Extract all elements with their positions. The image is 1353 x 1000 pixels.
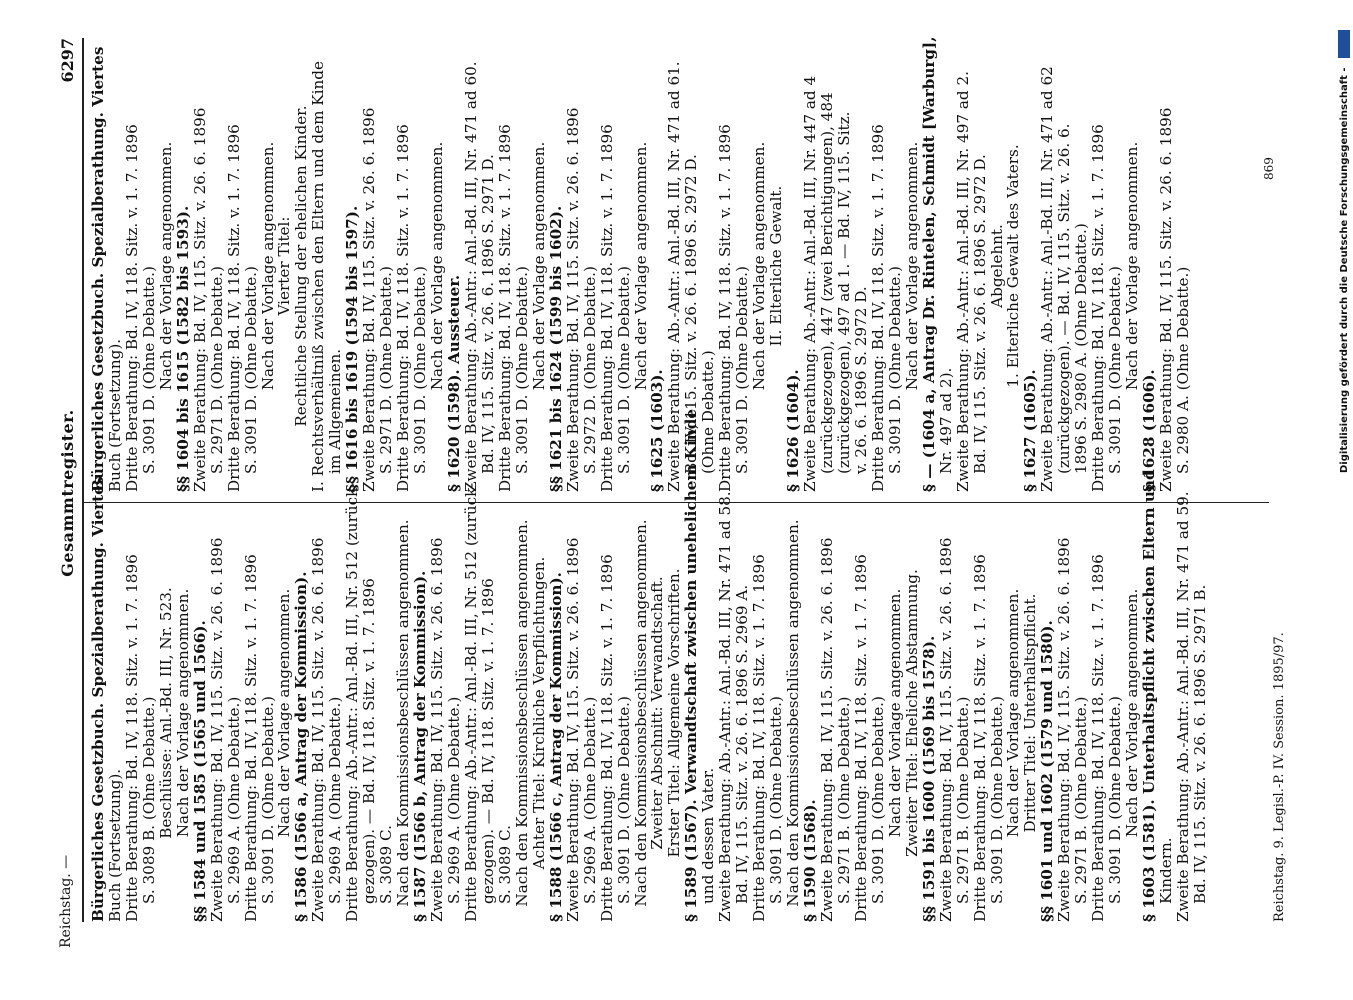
entry-line: S. 3091 D. (Ohne Debatte.) [767,696,786,904]
entry-line: Zweiter Abschnitt: Verwandtschaft. [648,576,667,850]
entry-line: S. 3091 D. (Ohne Debatte.) [614,696,633,904]
entry-line: Kindern. [1157,837,1176,904]
entry-line: Nach der Vorlage angenommen. [1004,588,1023,838]
entry-line: Dritte Berathung: Bd. IV, 118. Sitz. v. 1. 7. 1896 [716,124,735,492]
entry-line: Zweite Berathung: Ab.-Antr.: Anl.-Bd. III, Nr. 471 ad 62 [1038,66,1057,492]
entry-line: §§ 1616 bis 1619 (1594 bis 1597). [343,205,362,492]
entry-line: Bd. IV, 115. Sitz. v. 26. 6. 1896 S. 2971 B. [1190,584,1209,904]
page-number-top: 6297 [58,38,77,83]
entry-line: § 1603 (1581). Unterhaltspflicht zwischen Eltern und [1140,469,1159,922]
entry-line: Dritte Berathung: Bd. IV, 118. Sitz. v. 1. 7. 1896 [224,124,243,492]
entry-line: § 1590 (1568). [801,799,820,922]
entry-line: §§ 1604 bis 1615 (1582 bis 1593). [173,205,192,492]
entry-line: Dritte Berathung: Bd. IV, 118. Sitz. v. 1. 7. 1896 [394,124,413,492]
entry-line: S. 2971 D. (Ohne Debatte.) [377,266,396,474]
entry-line: S. 2969 A. (Ohne Debatte.) [445,696,464,904]
page-header [58,38,78,948]
entry-line: § 1627 (1605). [1021,369,1040,492]
entry-line: §§ 1591 bis 1600 (1569 bis 1578). [919,635,938,922]
entry-line: Zweite Berathung: Ab.-Antr.: Anl.-Bd. III, Nr. 447 ad 4 [801,75,820,492]
entry-line: Nach der Vorlage angenommen. [156,141,175,391]
entry-line: S. 3091 D. (Ohne Debatte.) [1106,696,1125,904]
sheet-number: 869 [1262,157,1276,180]
entry-line: gezogen). — Bd. IV, 118. Sitz. v. 1. 7. 1896 [478,578,497,904]
entry-line: Dritte Berathung: Ab.-Antr.: Anl.-Bd. III, Nr. 512 (zurück- [461,482,480,922]
dfg-logo-icon [1338,30,1350,58]
entry-line: Dritte Berathung: Bd. IV, 118. Sitz. v. 1. 7. 1896 [1089,554,1108,922]
entry-line: Nach der Vorlage angenommen. [885,588,904,838]
entry-line: Erster Titel: Allgemeine Vorschriften. [665,568,684,858]
stamp-text: Digitalisierung gefördert durch die Deutsche Forschungsgemeinschaft - [1339,67,1350,473]
entry-line: Nr. 497 ad 2). [936,367,955,474]
entry-line: gezogen). — Bd. IV, 118. Sitz. v. 1. 7. 1896 [360,578,379,904]
entry-line: Dritte Berathung: Bd. IV, 118. Sitz. v. 1. 7. 1896 [750,554,769,922]
entry-line: Dritte Berathung: Ab.-Antr.: Anl.-Bd. III, Nr. 512 (zurück- [343,482,362,922]
entry-line: Abgelehnt. [987,224,1006,308]
entry-line: Zweite Berathung: Bd. IV, 115. Sitz. v. 26. 6. 1896 [563,107,582,492]
entry-line: Dritte Berathung: Bd. IV, 118. Sitz. v. 1. 7. 1896 [851,554,870,922]
entry-line: Dritte Berathung: Bd. IV, 118. Sitz. v. 1. 7. 1896 [1089,124,1108,492]
entry-line: Bürgerliches Gesetzbuch. Spezialberathung. Viertes [89,46,107,492]
entry-line: II. Elterliche Gewalt. [767,185,786,347]
entry-line: 1896 S. 2980 A. (Ohne Debatte.) [1072,223,1091,474]
header-rule [82,38,84,922]
entry-line: Nach der Vorlage angenommen. [750,141,769,391]
entry-line: Bd. IV, 115. Sitz. v. 26. 6. 1896 S. 2971 D. [478,154,497,474]
entry-line: Dritte Berathung: Bd. IV, 118. Sitz. v. 1. 7. 1896 [122,124,141,492]
entry-line: S. 3091 D. (Ohne Debatte.) [987,696,1006,904]
entry-line: Zweite Berathung: Bd. IV, 115. Sitz. v. 26. 6. 1896 [1055,537,1074,922]
entry-line: (Ohne Debatte.) [699,350,718,474]
entry-line: Nach der Vorlage angenommen. [428,141,447,391]
entry-line: S. 3091 D. (Ohne Debatte.) [733,266,752,474]
right-column [89,36,1192,492]
entry-line: Zweite Berathung: Ab.-Antr.: Anl.-Bd. III, Nr. 471 ad 58. [716,491,735,922]
entry-line: S. 2969 A. (Ohne Debatte.) [326,696,345,904]
entry-line: S. 2971 B. (Ohne Debatte.) [953,696,972,904]
entry-line: Nach den Kommissionsbeschlüssen angenommen. [394,519,413,907]
entry-line: S. 3091 D. (Ohne Debatte.) [139,266,158,474]
footer-note: Reichstag. 9. Legisl.-P. IV. Session. 1895/97. [1272,632,1287,922]
entry-line: (zurückgezogen), 447 (zwei Berichtigungen), 484 [817,92,836,474]
entry-line: S. 3091 D. (Ohne Debatte.) [868,696,887,904]
entry-line: Nach der Vorlage angenommen. [902,141,921,391]
entry-line: S. 3089 C. [377,825,396,904]
entry-line: § 1589 (1567). Verwandtschaft zwischen unehelichem Kinde [682,408,701,922]
entry-line: Rechtliche Stellung der ehelichen Kinder. [292,105,311,427]
entry-line: Vierter Titel: [275,216,294,316]
entry-line: § 1626 (1604). [784,369,803,492]
entry-line: Dritte Berathung: Bd. IV, 118. Sitz. v. 1. 7. 1896 [495,124,514,492]
column-divider [84,502,1269,503]
entry-line: Dritter Titel: Unterhaltspflicht. [1021,593,1040,833]
entry-line: im Allgemeinen. [326,348,345,474]
entry-line: Zweite Berathung: Bd. IV, 115. Sitz. v. 26. 6. 1896 [817,537,836,922]
entry-line: Zweite Berathung: Ab.-Antr.: Anl.-Bd. III, Nr. 471 ad 61. [665,61,684,492]
entry-line: § 1587 (1566 b, Antrag der Kommission). [411,570,430,922]
entry-line: Zweite Berathung: Ab.-Antr.: Anl.-Bd. III, Nr. 471 ad 59. [1174,491,1192,922]
entry-line: S. 3091 D. (Ohne Debatte.) [258,696,277,904]
entry-line: §§ 1621 bis 1624 (1599 bis 1602). [546,205,565,492]
entry-line: Zweite Berathung: Bd. IV, 115. Sitz. v. 26. 6. 1896 [1157,107,1176,492]
entry-line: Bd. IV, 115. Sitz. v. 26. 6. 1896 S. 2969 A. [733,584,752,904]
entry-line: Bd. IV, 115. Sitz. v. 26. 6. 1896 S. 2972 D. [970,154,989,474]
entry-line: Dritte Berathung: Bd. IV, 118. Sitz. v. 1. 7. 1896 [597,554,616,922]
entry-line: Zweite Berathung: Bd. IV, 115. Sitz. v. 26. 6. 1896 [360,107,379,492]
entry-line: Nach der Vorlage angenommen. [1123,141,1142,391]
entry-line: S. 2971 B. (Ohne Debatte.) [1072,696,1091,904]
entry-line: § — (1604 a, Antrag Dr. Rintelen, Schmidt [Warburg], [919,36,938,492]
entry-line: und dessen Vater. [699,767,718,904]
entry-line: (zurückgezogen). — Bd. IV, 115. Sitz. v. 26. 6. [1055,123,1074,474]
entry-line: Dritte Berathung: Bd. IV, 118. Sitz. v. 1. 7. 1896 [868,124,887,492]
entry-line: Zweiter Titel: Eheliche Abstammung. [902,569,921,857]
entry-line: Nach der Vorlage angenommen. [173,588,192,838]
entry-line: S. 3091 D. (Ohne Debatte.) [411,266,430,474]
entry-line: Nach den Kommissionsbeschlüssen angenommen. [631,519,650,907]
entry-line: § 1625 (1603). [648,369,667,492]
entry-line: Nach den Kommissionsbeschlüssen angenommen. [512,519,531,907]
entry-line: Achter Titel: Kirchliche Verpflichtungen. [529,556,548,870]
entry-line: S. 3091 D. (Ohne Debatte.) [241,266,260,474]
entry-line: (zurückgezogen), 497 ad 1. — Bd. IV, 115. Sitz. [834,111,853,474]
entry-line: Zweite Berathung: Bd. IV, 115. Sitz. v. 26. 6. 1896 [190,107,209,492]
entry-line: Bd. IV, 115. Sitz. v. 26. 6. 1896 S. 2972 D. [682,154,701,474]
entry-line: Nach der Vorlage angenommen. [258,141,277,391]
entry-line: §§ 1584 und 1585 (1565 und 1566). [190,620,209,922]
entry-line: Dritte Berathung: Bd. IV, 118. Sitz. v. 1. 7. 1896 [970,554,989,922]
entry-line: Nach der Vorlage angenommen. [529,141,548,391]
entry-line: Zweite Berathung: Ab.-Antr.: Anl.-Bd. III, Nr. 471 ad 60. [461,61,480,492]
entry-line: Zweite Berathung: Bd. IV, 115. Sitz. v. 26. 6. 1896 [207,537,226,922]
header-left: Reichstag. — [58,854,74,948]
entry-line: Zweite Berathung: Ab.-Antr.: Anl.-Bd. III, Nr. 497 ad 2. [953,71,972,492]
entry-line: § 1588 (1566 c, Antrag der Kommission). [546,572,565,922]
entry-line: S. 2971 B. (Ohne Debatte.) [834,696,853,904]
entry-line: v. 26. 6. 1896 S. 2972 D. [851,286,870,474]
entry-line: I. Rechtsverhältniß zwischen den Eltern und dem Kinde [309,60,328,492]
digitization-stamp [1338,0,1352,1000]
entry-line: Nach den Kommissionsbeschlüssen angenommen. [784,519,803,907]
entry-line: S. 2980 A. (Ohne Debatte.) [1174,266,1192,474]
entry-line: Buch (Fortsetzung). [105,338,124,492]
entry-line: S. 2969 A. (Ohne Debatte.) [580,696,599,904]
entry-line: Bürgerliches Gesetzbuch. Spezialberathung. Viertes [89,476,107,922]
entry-line: 1. Elterliche Gewalt des Vaters. [1004,144,1023,388]
entry-line: S. 3091 D. (Ohne Debatte.) [1106,266,1125,474]
entry-line: Zweite Berathung: Bd. IV, 115. Sitz. v. 26. 6. 1896 [563,537,582,922]
entry-line: Buch (Fortsetzung). [105,768,124,922]
entry-line: Nach der Vorlage angenommen. [1123,588,1142,838]
entry-line: S. 2971 D. (Ohne Debatte.) [207,266,226,474]
entry-line: § 1586 (1566 a, Antrag der Kommission). [292,571,311,922]
entry-line: S. 3091 D. (Ohne Debatte.) [614,266,633,474]
entry-line: S. 2969 A. (Ohne Debatte.) [224,696,243,904]
entry-line: S. 2972 D. (Ohne Debatte.) [580,266,599,474]
entry-line: Zweite Berathung: Bd. IV, 115. Sitz. v. 26. 6. 1896 [936,537,955,922]
entry-line: § 1628 (1606). [1140,369,1159,492]
entry-line: S. 3089 B. (Ohne Debatte.) [139,696,158,904]
entry-line: S. 3089 C. [495,825,514,904]
entry-line: §§ 1601 und 1602 (1579 und 1580). [1038,620,1057,922]
entry-line: S. 3091 D. (Ohne Debatte.) [512,266,531,474]
entry-line: Beschlüsse: Anl.-Bd. III, Nr. 523. [156,587,175,839]
entry-line: Zweite Berathung: Bd. IV, 115. Sitz. v. 26. 6. 1896 [309,537,328,922]
entry-line: Nach der Vorlage angenommen. [275,588,294,838]
entry-line: Zweite Berathung: Bd. IV, 115. Sitz. v. 26. 6. 1896 [428,537,447,922]
entry-line: Nach der Vorlage angenommen. [631,141,650,391]
entry-line: Dritte Berathung: Bd. IV, 118. Sitz. v. 1. 7. 1896 [241,554,260,922]
entry-line: § 1620 (1598). Aussteuer. [445,274,464,492]
header-title: Gesammtregister. [58,409,77,577]
entry-line: Dritte Berathung: Bd. IV, 118. Sitz. v. 1. 7. 1896 [122,554,141,922]
entry-line: Dritte Berathung: Bd. IV, 118. Sitz. v. 1. 7. 1896 [597,124,616,492]
entry-line: S. 3091 D. (Ohne Debatte.) [885,266,904,474]
